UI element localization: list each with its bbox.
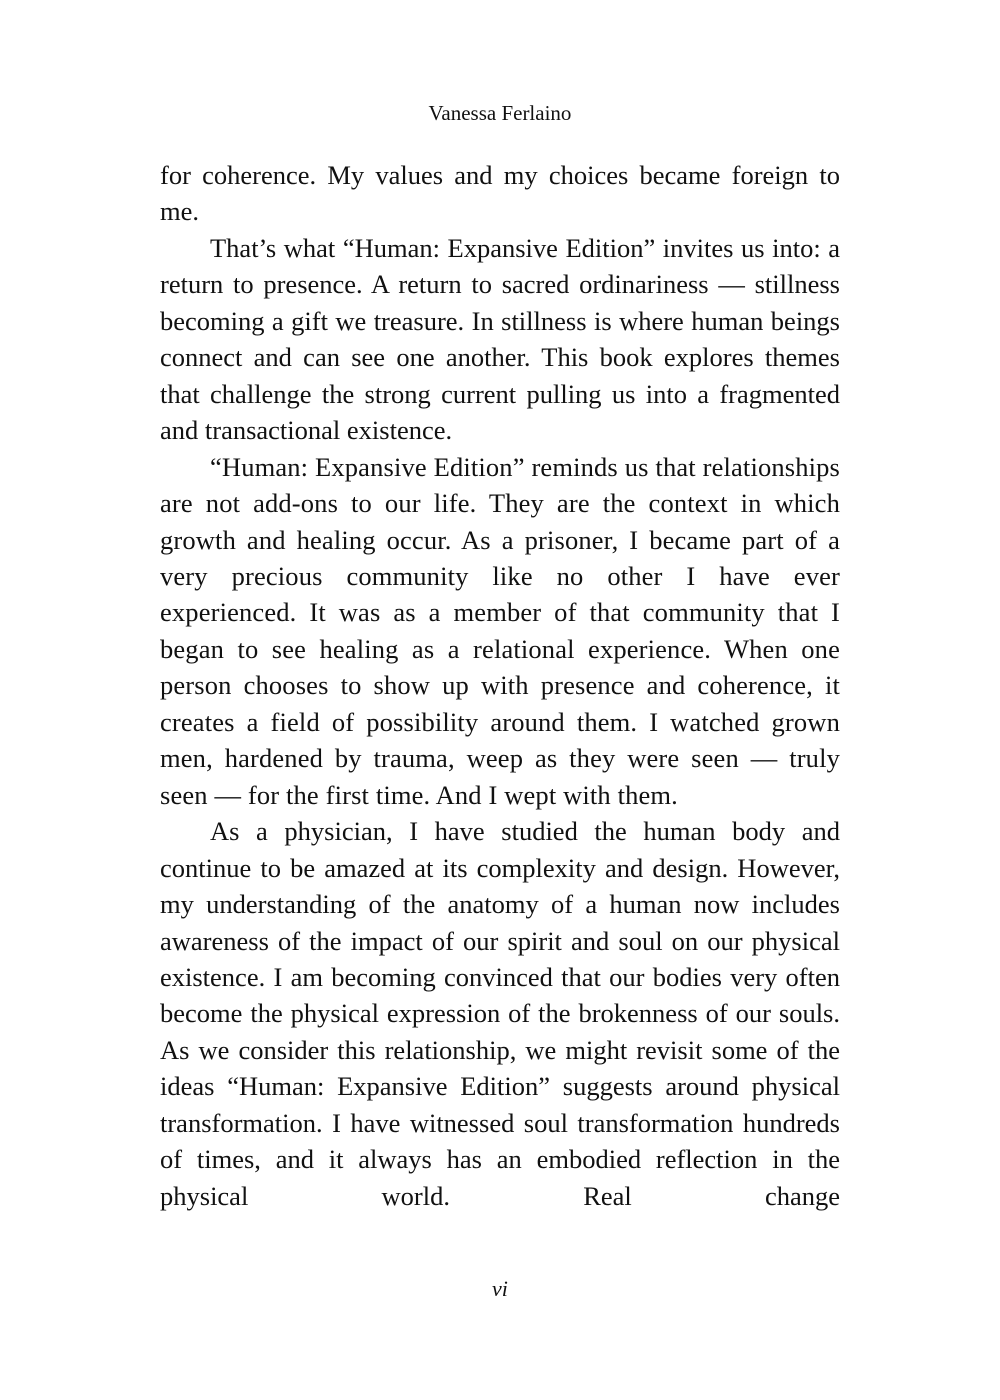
- body-text: [160, 157, 840, 1214]
- running-head-author: Vanessa Ferlaino: [428, 101, 572, 125]
- paragraph-continuation: for coherence. My values and my choices became foreign to me.: [160, 160, 840, 227]
- paragraph-physician: As a physician, I have studied the human body and continue to be amazed at its complexity and design. However, my understanding of the anatomy of a human now includes awareness of the impact of our spirit and soul on our physical existence. I am becoming convinced that our bodies very often become the physical expression of the brokenness of our souls. As we consider this relationship, we might revisit some of the ideas “Human: Expansive Edition” suggests around physical transformation. I have witnessed soul transformation hundreds of times, and it always has an embodied reflection in the physical world. Real change: [160, 816, 840, 1211]
- page-number: vi: [492, 1276, 508, 1301]
- paragraph-invitation: That’s what “Human: Expansive Edition” invites us into: a return to presence. A return to sacred ordinariness — stillness becoming a gift we treasure. In stillness is where human beings connect and can see one another. This book explores themes that challenge the strong current pulling us into a fragmented and transactional existence.: [160, 232, 840, 446]
- paragraph-relationships: “Human: Expansive Edition” reminds us that relationships are not add-ons to our life. They are the context in which growth and healing occur. As a prisoner, I became part of a very precious community like no other I have ever experienced. It was as a member of that community that I began to see healing as a relational experience. When one person chooses to show up with presence and coherence, it creates a field of possibility around them. I watched grown men, hardened by trauma, weep as they were seen — truly seen — for the first time. And I wept with them.: [160, 451, 840, 810]
